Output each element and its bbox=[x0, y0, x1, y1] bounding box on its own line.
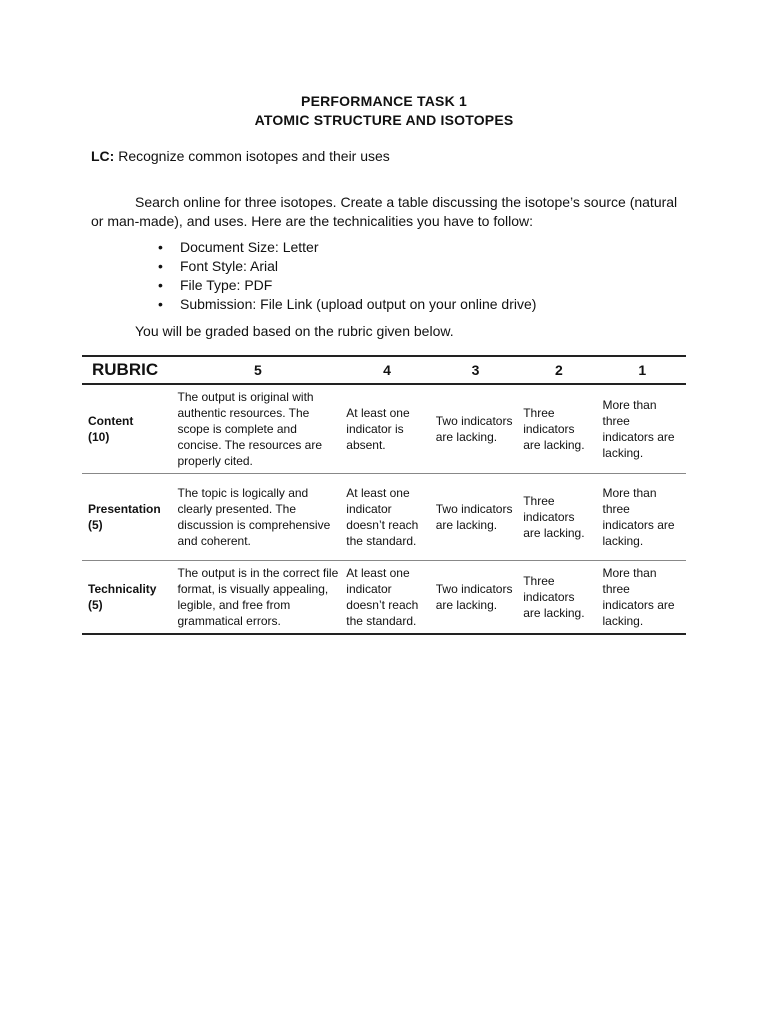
table-cell: Three indicators are lacking. bbox=[519, 474, 598, 561]
table-cell: At least one indicator doesn’t reach the standard. bbox=[342, 561, 431, 635]
table-cell: Two indicators are lacking. bbox=[432, 384, 519, 474]
criterion-label: Presentation (5) bbox=[88, 502, 161, 532]
list-item: • Document Size: Letter bbox=[158, 238, 536, 257]
table-cell: Two indicators are lacking. bbox=[432, 474, 519, 561]
graded-note: You will be graded based on the rubric given below. bbox=[135, 323, 454, 339]
table-row bbox=[82, 384, 686, 474]
page-subtitle: ATOMIC STRUCTURE AND ISOTOPES bbox=[254, 112, 514, 128]
table-cell: Three indicators are lacking. bbox=[519, 384, 598, 474]
rubric-header-cell: 5 bbox=[174, 356, 343, 384]
technicalities-list bbox=[158, 238, 536, 314]
criterion-cell bbox=[82, 474, 174, 561]
lc-label: LC: bbox=[91, 148, 115, 164]
criterion-cell bbox=[82, 561, 174, 635]
table-cell: At least one indicator is absent. bbox=[342, 384, 431, 474]
list-item: • File Type: PDF bbox=[158, 276, 536, 295]
learning-competency bbox=[91, 148, 390, 164]
table-cell: More than three indicators are lacking. bbox=[599, 474, 687, 561]
criterion-cell bbox=[82, 384, 174, 474]
rubric-header-row bbox=[82, 356, 686, 384]
table-row bbox=[82, 474, 686, 561]
rubric-table bbox=[82, 355, 686, 635]
rubric-header-cell: 3 bbox=[432, 356, 519, 384]
table-cell: The output is original with authentic resources. The scope is complete and concise. The resources are properly cited. bbox=[174, 384, 343, 474]
rubric-header-cell: 4 bbox=[342, 356, 431, 384]
table-cell: More than three indicators are lacking. bbox=[599, 384, 687, 474]
list-item: • Submission: File Link (upload output on your online drive) bbox=[158, 295, 536, 314]
table-cell: The topic is logically and clearly presented. The discussion is comprehensive and coherent. bbox=[174, 474, 343, 561]
instructions-text: Search online for three isotopes. Create a table discussing the isotope’s source (natural or man-made), and uses. Here are the technicalities you have to follow: bbox=[91, 194, 678, 229]
instructions-paragraph bbox=[91, 193, 681, 231]
table-cell: Two indicators are lacking. bbox=[432, 561, 519, 635]
lc-text: Recognize common isotopes and their uses bbox=[114, 148, 390, 164]
rubric-header-cell: 1 bbox=[599, 356, 687, 384]
rubric-header-cell: 2 bbox=[519, 356, 598, 384]
criterion-label: Content (10) bbox=[88, 414, 134, 444]
list-item: • Font Style: Arial bbox=[158, 257, 536, 276]
table-row bbox=[82, 561, 686, 635]
rubric-header-cell: RUBRIC bbox=[82, 356, 174, 384]
table-cell: More than three indicators are lacking. bbox=[599, 561, 687, 635]
criterion-label: Technicality (5) bbox=[88, 582, 157, 612]
table-cell: Three indicators are lacking. bbox=[519, 561, 598, 635]
table-cell: The output is in the correct file format, is visually appealing, legible, and free from grammatical errors. bbox=[174, 561, 343, 635]
table-cell: At least one indicator doesn’t reach the standard. bbox=[342, 474, 431, 561]
page-title: PERFORMANCE TASK 1 bbox=[301, 93, 467, 109]
